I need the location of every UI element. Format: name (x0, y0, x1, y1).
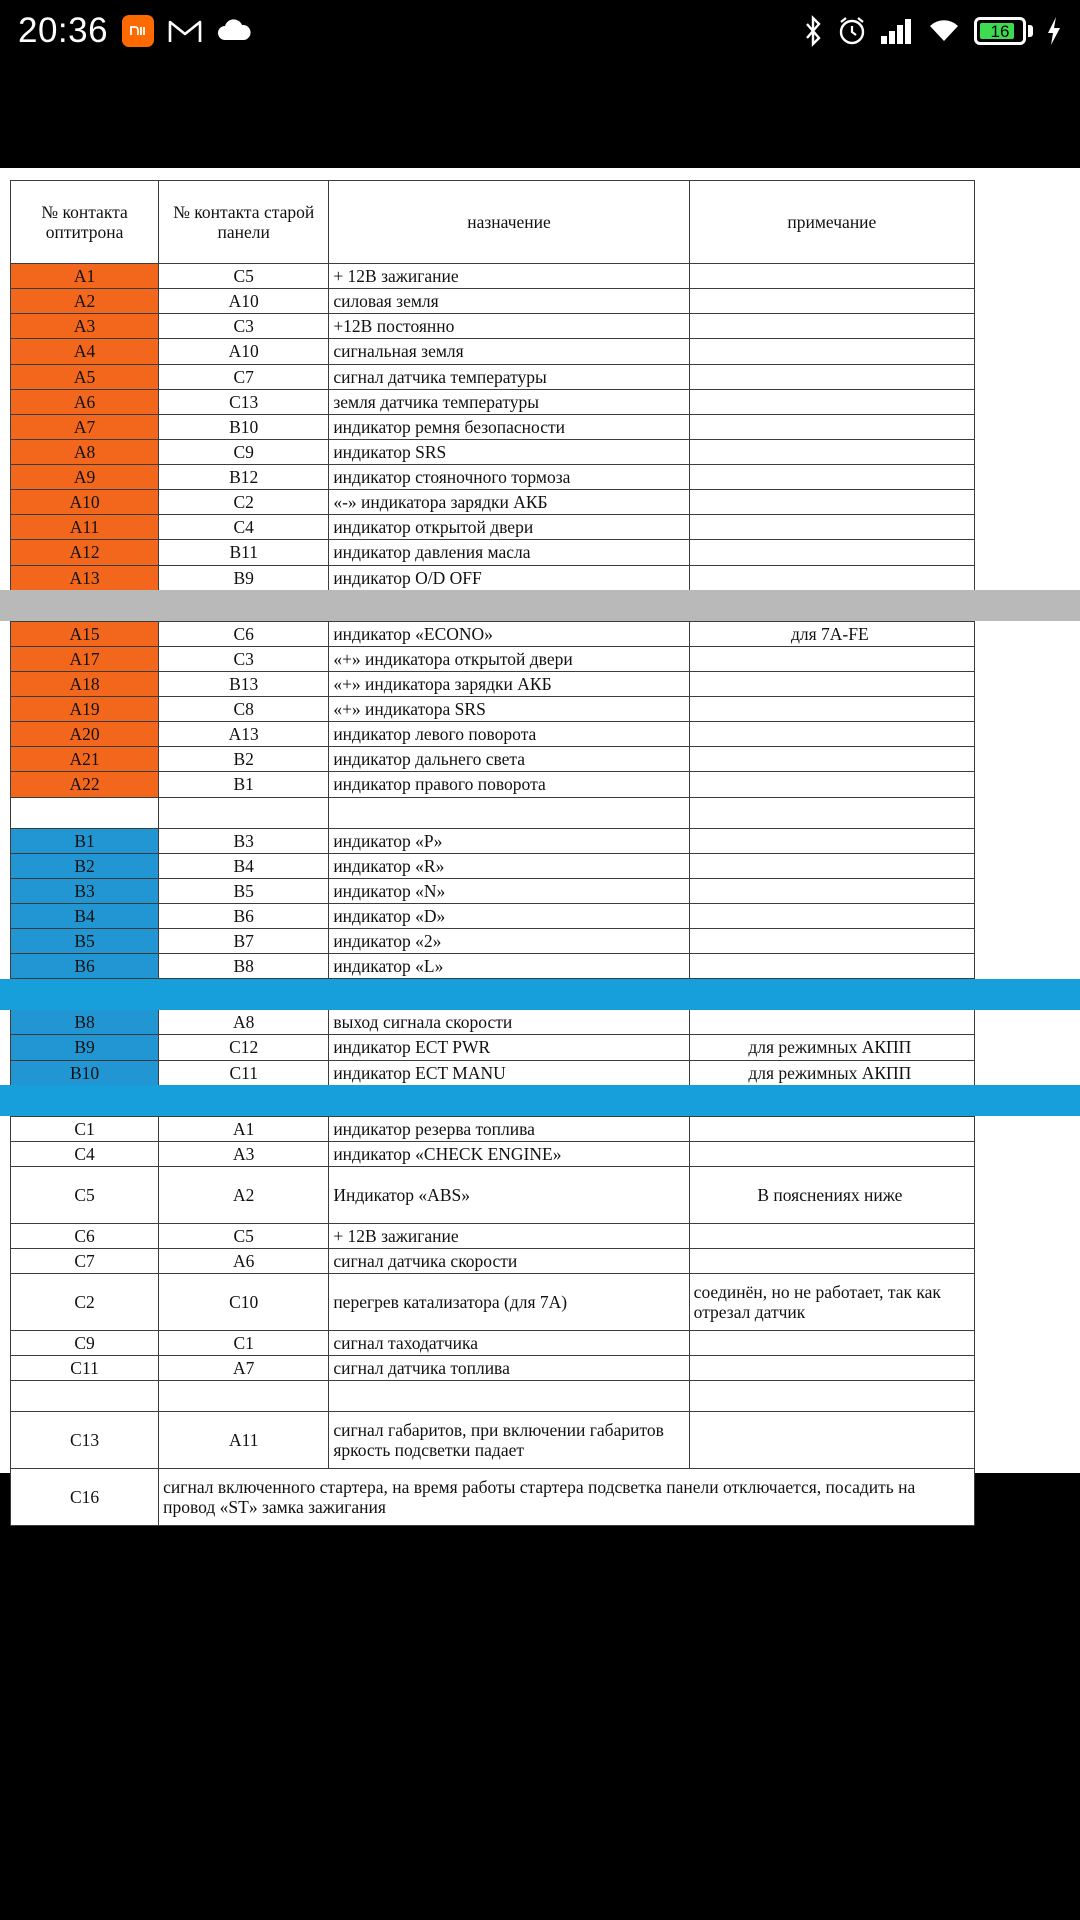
table-row (11, 364, 975, 389)
cell-old-panel-pin: A10 (159, 339, 329, 364)
signal-icon (880, 17, 914, 45)
table-row (11, 1035, 975, 1060)
cell-optitron-pin: A10 (11, 490, 159, 515)
cell-optitron-pin: A20 (11, 722, 159, 747)
cell-old-panel-pin: C2 (159, 490, 329, 515)
cell-old-panel-pin: B10 (159, 414, 329, 439)
cell-purpose: индикатор левого поворота (329, 722, 689, 747)
cell-purpose: индикатор «2» (329, 929, 689, 954)
cell-purpose: сигнал таходатчика (329, 1331, 689, 1356)
table-row (11, 697, 975, 722)
table-row (11, 289, 975, 314)
cell-purpose: индикатор правого поворота (329, 772, 689, 797)
cell-optitron-pin: C7 (11, 1249, 159, 1274)
pinout-table (10, 180, 975, 1526)
cell-purpose: индикатор ремня безопасности (329, 414, 689, 439)
cell-note (689, 1141, 974, 1166)
cell-note (689, 722, 974, 747)
cell-note (689, 646, 974, 671)
cell-optitron-pin: A18 (11, 671, 159, 696)
cell-note: для 7A-FE (689, 621, 974, 646)
cell-purpose: индикатор «D» (329, 903, 689, 928)
table-row (11, 1166, 975, 1223)
cell-optitron-pin: C13 (11, 1412, 159, 1469)
cell-optitron-pin: B10 (11, 1060, 159, 1085)
cell-note (689, 853, 974, 878)
cell-optitron-pin: A17 (11, 646, 159, 671)
cell-purpose: индикатор стояночного тормоза (329, 465, 689, 490)
cell-old-panel-pin: B3 (159, 828, 329, 853)
table-row (11, 1060, 975, 1085)
separator-cell (689, 797, 974, 828)
blue-separator-band (0, 1085, 1080, 1116)
cloud-icon (216, 18, 254, 44)
cell-purpose: + 12В зажигание (329, 1223, 689, 1248)
cell-note: соединён, но не работает, так как отрезал датчик (689, 1274, 974, 1331)
cell-old-panel-pin: B9 (159, 565, 329, 590)
cell-old-panel-pin: B13 (159, 671, 329, 696)
cell-old-panel-pin: A13 (159, 722, 329, 747)
cell-note (689, 364, 974, 389)
cell-old-panel-pin: C3 (159, 646, 329, 671)
cell-optitron-pin: A1 (11, 264, 159, 289)
table-row (11, 1412, 975, 1469)
cell-optitron-pin: B5 (11, 929, 159, 954)
cell-old-panel-pin: C1 (159, 1331, 329, 1356)
table-row (11, 1010, 975, 1035)
cell-purpose: + 12В зажигание (329, 264, 689, 289)
cell-note (689, 1223, 974, 1248)
cell-old-panel-pin: A11 (159, 1412, 329, 1469)
cell-purpose: индикатор ECT PWR (329, 1035, 689, 1060)
table-row (11, 439, 975, 464)
cell-purpose: индикатор «R» (329, 853, 689, 878)
table-row (11, 540, 975, 565)
cell-purpose: индикатор «ECONO» (329, 621, 689, 646)
cell-note (689, 747, 974, 772)
cell-old-panel-pin: A8 (159, 1010, 329, 1035)
cell-old-panel-pin: C4 (159, 515, 329, 540)
cell-optitron-pin: A3 (11, 314, 159, 339)
table-row (11, 264, 975, 289)
cell-purpose: индикатор O/D OFF (329, 565, 689, 590)
charging-bolt-icon (1046, 16, 1062, 46)
cell-old-panel-pin: A10 (159, 289, 329, 314)
table-row (11, 747, 975, 772)
cell-note (689, 954, 974, 979)
table-row (11, 1331, 975, 1356)
header-note: примечание (689, 181, 974, 264)
cell-optitron-pin: A6 (11, 389, 159, 414)
table-row (11, 1249, 975, 1274)
cell-note (689, 878, 974, 903)
cell-old-panel-pin: B5 (159, 878, 329, 903)
cell-purpose: индикатор «CHECK ENGINE» (329, 1141, 689, 1166)
table-row (11, 1223, 975, 1248)
cell-old-panel-pin: C11 (159, 1060, 329, 1085)
table-row (11, 414, 975, 439)
battery-body (974, 17, 1026, 45)
cell-old-panel-pin: C8 (159, 697, 329, 722)
cell-old-panel-pin: B6 (159, 903, 329, 928)
pinout-table-sheet (10, 180, 975, 1526)
cell-note (689, 314, 974, 339)
cell-optitron-pin: A22 (11, 772, 159, 797)
cell-optitron-pin: A19 (11, 697, 159, 722)
cell-purpose: сигнал габаритов, при включении габаритов яркость подсветки падает (329, 1412, 689, 1469)
cell-old-panel-pin: A7 (159, 1356, 329, 1381)
table-row (11, 929, 975, 954)
cell-optitron-pin: C11 (11, 1356, 159, 1381)
table-row (11, 853, 975, 878)
cell-purpose: «+» индикатора SRS (329, 697, 689, 722)
battery-level: 16 (990, 22, 1010, 41)
cell-old-panel-pin: C12 (159, 1035, 329, 1060)
cell-purpose: «+» индикатора зарядки АКБ (329, 671, 689, 696)
cell-optitron-pin: C5 (11, 1166, 159, 1223)
cell-purpose: индикатор открытой двери (329, 515, 689, 540)
cell-note: для режимных АКПП (689, 1060, 974, 1085)
cell-note (689, 490, 974, 515)
cell-purpose: сигнал датчика топлива (329, 1356, 689, 1381)
separator-cell (329, 1381, 689, 1412)
cell-old-panel-pin: B8 (159, 954, 329, 979)
cell-optitron-pin: A15 (11, 621, 159, 646)
status-bar (0, 0, 1080, 62)
cell-note: В пояснениях ниже (689, 1166, 974, 1223)
table-separator (11, 797, 975, 828)
separator-cell (159, 797, 329, 828)
table-row (11, 772, 975, 797)
cell-old-panel-pin: C6 (159, 621, 329, 646)
clock: 20:36 (18, 11, 109, 50)
cell-old-panel-pin: C5 (159, 1223, 329, 1248)
table-row (11, 314, 975, 339)
cell-purpose: индикатор резерва топлива (329, 1116, 689, 1141)
cell-purpose: перегрев катализатора (для 7A) (329, 1274, 689, 1331)
separator-cell (329, 797, 689, 828)
cell-starter-note: сигнал включенного стартера, на время работы стартера подсветка панели отключается, посадить на провод «ST» замка зажигания (159, 1469, 975, 1526)
table-row-last (11, 1469, 975, 1526)
table-row (11, 828, 975, 853)
cell-optitron-pin: C4 (11, 1141, 159, 1166)
cell-note (689, 671, 974, 696)
cell-purpose: индикатор SRS (329, 439, 689, 464)
separator-cell (689, 1381, 974, 1412)
cell-purpose: индикатор «P» (329, 828, 689, 853)
cell-old-panel-pin: B12 (159, 465, 329, 490)
cell-optitron-pin: B8 (11, 1010, 159, 1035)
cell-purpose: сигнал датчика температуры (329, 364, 689, 389)
cell-optitron-pin: A5 (11, 364, 159, 389)
cell-old-panel-pin: C9 (159, 439, 329, 464)
cell-optitron-pin: A7 (11, 414, 159, 439)
wifi-icon (927, 17, 961, 45)
table-row (11, 954, 975, 979)
blue-separator-band (0, 979, 1080, 1010)
header-purpose: назначение (329, 181, 689, 264)
cell-note (689, 1249, 974, 1274)
cell-note (689, 465, 974, 490)
cell-old-panel-pin: A6 (159, 1249, 329, 1274)
cell-optitron-pin: B9 (11, 1035, 159, 1060)
cell-note (689, 339, 974, 364)
cell-note (689, 1116, 974, 1141)
header-optitron-pin: № контакта оптитрона (11, 181, 159, 264)
cell-old-panel-pin: B4 (159, 853, 329, 878)
cell-note (689, 1331, 974, 1356)
cell-note (689, 1356, 974, 1381)
table-row (11, 1274, 975, 1331)
table-row (11, 515, 975, 540)
cell-purpose: силовая земля (329, 289, 689, 314)
cell-note (689, 439, 974, 464)
cell-optitron-pin: A21 (11, 747, 159, 772)
table-row (11, 1116, 975, 1141)
cell-old-panel-pin: B2 (159, 747, 329, 772)
cell-optitron-pin: A13 (11, 565, 159, 590)
cell-optitron-pin: A2 (11, 289, 159, 314)
cell-optitron-pin: B3 (11, 878, 159, 903)
cell-note (689, 289, 974, 314)
cell-purpose: индикатор дальнего света (329, 747, 689, 772)
cell-note (689, 389, 974, 414)
cell-note (689, 540, 974, 565)
alarm-icon (837, 16, 867, 46)
table-row (11, 878, 975, 903)
header-old-panel-pin: № контакта старой панели (159, 181, 329, 264)
separator-cell (11, 797, 159, 828)
cell-optitron-pin: B4 (11, 903, 159, 928)
cell-optitron-pin: B2 (11, 853, 159, 878)
bluetooth-icon (802, 15, 824, 47)
cell-old-panel-pin: B7 (159, 929, 329, 954)
cell-purpose: выход сигнала скорости (329, 1010, 689, 1035)
table-row (11, 1141, 975, 1166)
separator-cell (11, 1381, 159, 1412)
cell-note (689, 515, 974, 540)
table-header-row (11, 181, 975, 264)
cell-optitron-pin: A9 (11, 465, 159, 490)
cell-note (689, 264, 974, 289)
cell-note (689, 414, 974, 439)
status-bar-right (802, 15, 1062, 47)
status-bar-left (18, 11, 254, 51)
cell-optitron-pin: C16 (11, 1469, 159, 1526)
cell-purpose: сигнал датчика скорости (329, 1249, 689, 1274)
cell-note (689, 828, 974, 853)
table-row (11, 1356, 975, 1381)
table-row (11, 389, 975, 414)
cell-optitron-pin: C6 (11, 1223, 159, 1248)
table-separator (11, 1381, 975, 1412)
cell-old-panel-pin: C13 (159, 389, 329, 414)
cell-old-panel-pin: C7 (159, 364, 329, 389)
table-row (11, 490, 975, 515)
cell-purpose: индикатор «L» (329, 954, 689, 979)
cell-purpose: земля датчика температуры (329, 389, 689, 414)
table-body (11, 264, 975, 1526)
table-row (11, 722, 975, 747)
cell-optitron-pin: C2 (11, 1274, 159, 1331)
table-row (11, 646, 975, 671)
cell-old-panel-pin: C10 (159, 1274, 329, 1331)
cell-note (689, 1010, 974, 1035)
document-image (0, 168, 1080, 1518)
cell-optitron-pin: A8 (11, 439, 159, 464)
cell-optitron-pin: A11 (11, 515, 159, 540)
cell-note (689, 697, 974, 722)
table-row (11, 671, 975, 696)
cell-purpose: индикатор «N» (329, 878, 689, 903)
mi-app-icon (122, 15, 154, 47)
cell-purpose: Индикатор «ABS» (329, 1166, 689, 1223)
grey-separator-band (0, 590, 1080, 621)
cell-optitron-pin: B1 (11, 828, 159, 853)
cell-note (689, 565, 974, 590)
cell-old-panel-pin: C5 (159, 264, 329, 289)
battery-cap (1028, 25, 1033, 37)
table-row (11, 621, 975, 646)
cell-optitron-pin: A4 (11, 339, 159, 364)
cell-optitron-pin: B6 (11, 954, 159, 979)
cell-note (689, 903, 974, 928)
cell-optitron-pin: C1 (11, 1116, 159, 1141)
cell-purpose: индикатор давления масла (329, 540, 689, 565)
cell-purpose: «-» индикатора зарядки АКБ (329, 490, 689, 515)
cell-old-panel-pin: A2 (159, 1166, 329, 1223)
table-row (11, 465, 975, 490)
cell-note (689, 772, 974, 797)
battery-indicator (974, 17, 1033, 45)
cell-note (689, 1412, 974, 1469)
separator-cell (159, 1381, 329, 1412)
table-row (11, 903, 975, 928)
table-row (11, 565, 975, 590)
cell-old-panel-pin: A1 (159, 1116, 329, 1141)
cell-old-panel-pin: B1 (159, 772, 329, 797)
cell-optitron-pin: C9 (11, 1331, 159, 1356)
cell-purpose: сигнальная земля (329, 339, 689, 364)
cell-old-panel-pin: A3 (159, 1141, 329, 1166)
cell-purpose: «+» индикатора открытой двери (329, 646, 689, 671)
cell-optitron-pin: A12 (11, 540, 159, 565)
cell-note (689, 929, 974, 954)
cell-note: для режимных АКПП (689, 1035, 974, 1060)
cell-old-panel-pin: C3 (159, 314, 329, 339)
cell-purpose: +12В постоянно (329, 314, 689, 339)
cell-purpose: индикатор ECT MANU (329, 1060, 689, 1085)
table-row (11, 339, 975, 364)
cell-old-panel-pin: B11 (159, 540, 329, 565)
gmail-icon (168, 18, 202, 44)
